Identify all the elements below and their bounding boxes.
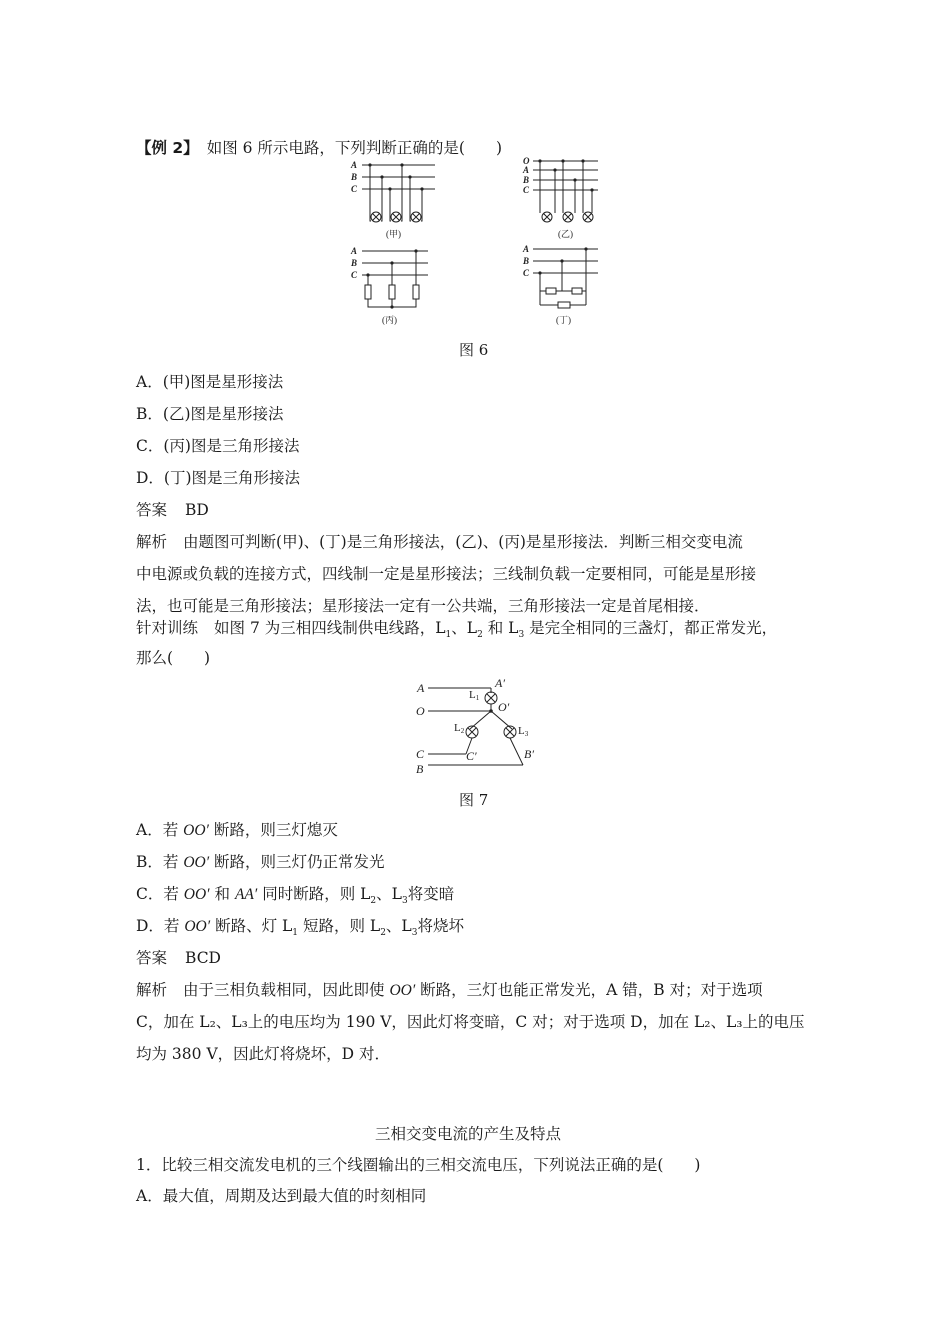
line-label-a: A — [523, 165, 530, 175]
line-label-b: B — [351, 258, 358, 268]
fig7-label-a: A — [417, 681, 425, 695]
option-d: D．(丁)图是三角形接法 — [136, 469, 301, 487]
practice-analysis-line-3: 均为 380 V，因此灯将烧坏，D 对． — [136, 1045, 390, 1063]
line-label-b: B — [351, 172, 358, 182]
panel-caption-jia: (甲) — [386, 229, 401, 239]
line-label-c: C — [523, 268, 530, 278]
panel-caption-ding: (丁) — [556, 315, 571, 325]
fig7-label-c-prime: C′ — [466, 749, 477, 763]
figure-6-caption: 图 6 — [459, 341, 489, 359]
example-label: 【例 2】 — [136, 139, 199, 157]
practice-option-c: C．若 OO′ 和 AA′ 同时断路，则 $L_2$、$L_3$将变暗 — [136, 885, 455, 907]
practice-option-b: B．若 OO′ 断路，则三灯仍正常发光 — [136, 853, 385, 871]
line-label-c: C — [351, 270, 358, 280]
figure-7 — [410, 676, 560, 780]
fig7-label-a-prime: A′ — [495, 676, 505, 690]
option-a: A．(甲)图是星形接法 — [136, 373, 284, 391]
line-label-a: A — [523, 244, 530, 254]
line-label-c: C — [523, 185, 530, 195]
example-question: 【例 2】 如图 6 所示电路，下列判断正确的是( ) — [136, 139, 502, 157]
figure-6 — [340, 155, 615, 330]
answer-value: BD — [185, 501, 209, 519]
fig7-lamp-l1: L1 — [469, 689, 480, 702]
panel-caption-yi: (乙) — [558, 229, 573, 239]
answer: 答案 BD — [136, 501, 209, 519]
practice-question: 针对训练 如图 7 为三相四线制供电线路，$L_1$、$L_2$ 和 $L_3$ 是完全相同的三盏灯，都正常发光， — [136, 619, 778, 641]
line-label-o: O — [523, 156, 530, 166]
fig7-label-b: B — [416, 762, 424, 776]
analysis-line-2: 中电源或负载的连接方式，四线制一定是星形接法；三线制负载一定要相同，可能是星形接 — [136, 565, 757, 583]
practice-analysis-line-2: C，加在 L₂、L₃上的电压均为 190 V，因此灯将变暗，C 对；对于选项 D，加在 L₂、L₃上的电压 — [136, 1013, 805, 1031]
fig7-lamp-l3: L3 — [518, 725, 529, 738]
section-question-1: 1．比较三相交流发电机的三个线圈输出的三相交流电压，下列说法正确的是( ) — [136, 1156, 701, 1174]
panel-caption-bing: (丙) — [382, 315, 397, 325]
fig7-label-b-prime: B′ — [524, 747, 534, 761]
figure-7-caption: 图 7 — [459, 791, 489, 809]
practice-option-a: A．若 OO′ 断路，则三灯熄灭 — [136, 821, 338, 839]
analysis: 解析 由题图可判断(甲)、(丁)是三角形接法，(乙)、(丙)是星形接法．判断三相交变电流 — [136, 533, 743, 551]
option-b: B．(乙)图是星形接法 — [136, 405, 284, 423]
fig7-label-c: C — [416, 747, 425, 761]
analysis-line-3: 法，也可能是三角形接法；星形接法一定有一公共端，三角形接法一定是首尾相接． — [136, 597, 710, 615]
fig7-label-o: O — [416, 704, 425, 718]
line-label-a: A — [351, 246, 358, 256]
line-label-c: C — [351, 184, 358, 194]
fig7-label-o-prime: O′ — [498, 700, 510, 714]
option-c: C．(丙)图是三角形接法 — [136, 437, 300, 455]
line-label-b: B — [523, 256, 530, 266]
practice-analysis: 解析 由于三相负载相同，因此即使 OO′ 断路，三灯也能正常发光，A 错，B 对；对于选项 — [136, 981, 763, 999]
practice-question-line-2: 那么( ) — [136, 649, 211, 667]
section-title: 三相交变电流的产生及特点 — [375, 1125, 562, 1143]
section-question-1-option-a: A．最大值，周期及达到最大值的时刻相同 — [136, 1187, 427, 1205]
line-label-b: B — [523, 175, 530, 185]
practice-answer-value: BCD — [185, 949, 221, 967]
practice-option-d: D．若 OO′ 断路、灯 $L_1$ 短路，则 $L_2$、$L_3$将烧坏 — [136, 917, 464, 939]
line-label-a: A — [351, 160, 358, 170]
practice-answer: 答案 BCD — [136, 949, 221, 967]
fig7-lamp-l2: L2 — [454, 722, 465, 735]
